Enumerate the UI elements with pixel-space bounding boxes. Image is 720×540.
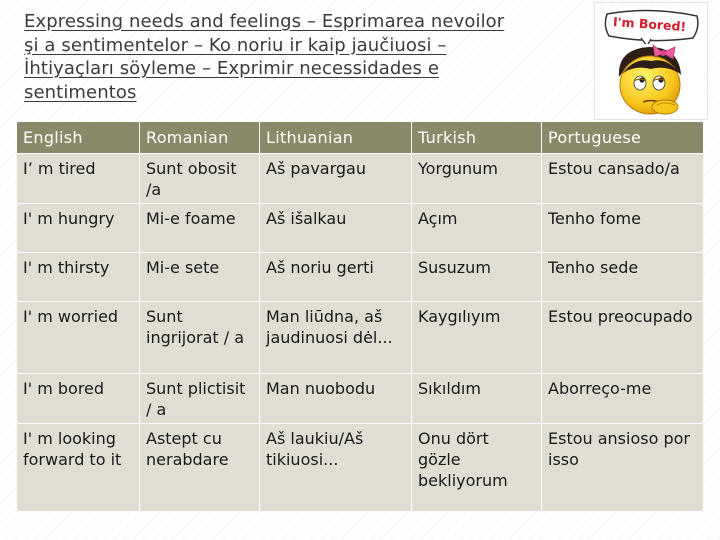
table-cell: I' m worried	[17, 302, 140, 374]
table-row	[17, 374, 704, 424]
table-cell: Man nuobodu	[260, 374, 412, 424]
table-cell: Yorgunum	[412, 154, 542, 204]
table-cell: Man liūdna, aš jaudinuosi dėl...	[260, 302, 412, 374]
header-romanian: Romanian	[140, 122, 260, 154]
table-cell: Susuzum	[412, 253, 542, 302]
title-line: şi a sentimentelor – Ko noriu ir kaip jaučiuosi –	[24, 34, 447, 56]
table-cell: Estou cansado/a	[542, 154, 704, 204]
table-header-row	[17, 122, 704, 154]
header-portuguese: Portuguese	[542, 122, 704, 154]
table-row	[17, 424, 704, 512]
table-cell: Aš noriu gerti	[260, 253, 412, 302]
table-cell: Aš išalkau	[260, 204, 412, 253]
table-cell: Aborreço-me	[542, 374, 704, 424]
table-cell: Tenho sede	[542, 253, 704, 302]
header-lithuanian: Lithuanian	[260, 122, 412, 154]
slide-title	[24, 10, 584, 104]
table-cell: Astept cu nerabdare	[140, 424, 260, 512]
table-row	[17, 204, 704, 253]
table-cell: Mi-e sete	[140, 253, 260, 302]
bored-emoji-image	[594, 2, 708, 120]
header-english: English	[17, 122, 140, 154]
table-cell: I’ m tired	[17, 154, 140, 204]
table-cell: Sunt obosit /a	[140, 154, 260, 204]
table-cell: I' m looking forward to it	[17, 424, 140, 512]
table-cell: Kaygılıyım	[412, 302, 542, 374]
table-cell: Tenho fome	[542, 204, 704, 253]
table-row	[17, 154, 704, 204]
translations-table	[16, 121, 704, 512]
table-row	[17, 253, 704, 302]
table-cell: Sunt ingrijorat / a	[140, 302, 260, 374]
table-cell: Sunt plictisit / a	[140, 374, 260, 424]
table-cell: I' m hungry	[17, 204, 140, 253]
title-line: sentimentos	[24, 81, 137, 103]
table-cell: Aš laukiu/Aš tikiuosi...	[260, 424, 412, 512]
header-turkish: Turkish	[412, 122, 542, 154]
title-line: Expressing needs and feelings – Esprimarea nevoilor	[24, 11, 505, 32]
table-cell: Açım	[412, 204, 542, 253]
table-row	[17, 302, 704, 374]
table-cell: Aš pavargau	[260, 154, 412, 204]
title-line: İhtiyaçları söyleme – Exprimir necessidades e	[24, 58, 440, 79]
table-cell: Mi-e foame	[140, 204, 260, 253]
table-cell: Onu dört gözle bekliyorum	[412, 424, 542, 512]
table-cell: Sıkıldım	[412, 374, 542, 424]
table-cell: I' m thirsty	[17, 253, 140, 302]
bored-face-icon	[605, 39, 695, 117]
bubble-text: I'm Bored!	[612, 14, 687, 35]
table-cell: I' m bored	[17, 374, 140, 424]
table-cell: Estou preocupado	[542, 302, 704, 374]
table-cell: Estou ansioso por isso	[542, 424, 704, 512]
